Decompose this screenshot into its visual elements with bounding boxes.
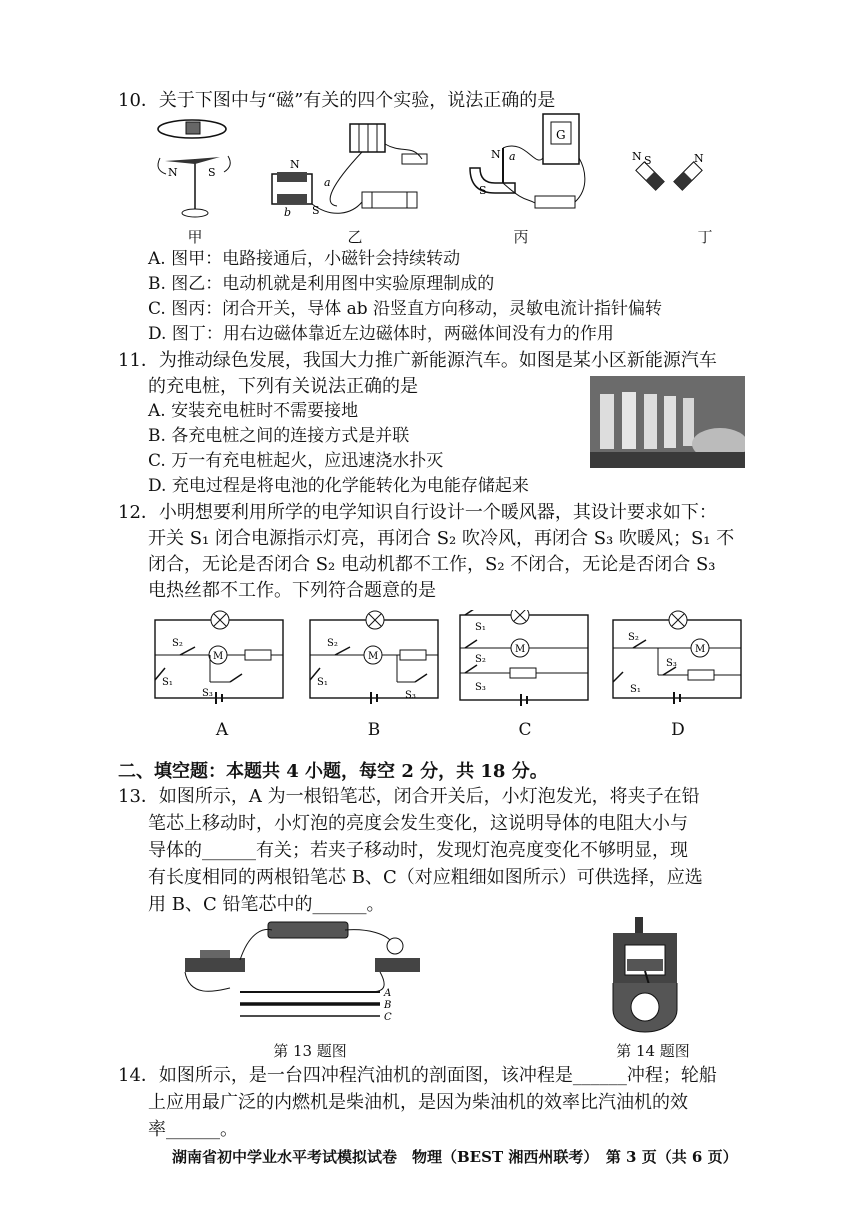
question-12-stem-line1: 12．小明想要利用所学的电学知识自行设计一个暖风器，其设计要求如下： <box>118 502 717 523</box>
circuit-label-b: B <box>367 720 381 740</box>
question-12-stem-line4: 电热丝都不工作。下列符合题意的是 <box>148 580 436 601</box>
figure-ding <box>630 148 710 198</box>
label-bing: 丙 <box>513 228 529 246</box>
q11-option-b: B. 各充电桩之间的连接方式是并联 <box>148 426 410 446</box>
s3-label-d: S₃ <box>666 658 677 669</box>
question-13-line5: 用 B、C 铅笔芯中的______。 <box>148 894 385 915</box>
question-14-line3: 率______。 <box>148 1119 238 1140</box>
q10-option-a: A. 图甲：电路接通后，小磁针会持续转动 <box>148 249 461 269</box>
south-label: S <box>208 166 216 179</box>
question-13-line3: 导体的______有关；若夹子移动时，发现灯泡亮度变化不够明显，现 <box>148 840 688 861</box>
figure-13 <box>180 920 420 1035</box>
b-label-yi: b <box>284 206 292 219</box>
motor-label-d: M <box>695 644 706 655</box>
label-jia: 甲 <box>187 228 203 246</box>
question-12-stem-line2: 开关 S₁ 闭合电源指示灯亮，再闭合 S₂ 吹冷风，再闭合 S₃ 吹暖风；S₁ 不 <box>148 528 735 549</box>
north-label: N <box>168 166 178 179</box>
question-13-line4: 有长度相同的两根铅笔芯 B、C（对应粗细如图所示）可供选择，应选 <box>148 867 703 888</box>
motor-label-c: M <box>515 644 526 655</box>
question-11-stem-line1: 11．为推动绿色发展，我国大力推广新能源汽车。如图是某小区新能源汽车 <box>118 350 717 371</box>
s1-label-a: S₁ <box>162 677 173 688</box>
question-10-stem: 10．关于下图中与“磁”有关的四个实验，说法正确的是 <box>118 90 556 111</box>
figure-jia <box>150 114 240 224</box>
circuit-b <box>305 610 445 710</box>
north-label-ding-right: N <box>694 152 704 165</box>
question-12-stem-line3: 闭合，无论是否闭合 S₂ 电动机都不工作，S₂ 不闭合，无论是否闭合 S₃ <box>148 554 716 575</box>
q11-option-a: A. 安装充电桩时不需要接地 <box>148 401 359 421</box>
question-14-line1: 14．如图所示，是一台四冲程汽油机的剖面图，该冲程是______冲程；轮船 <box>118 1065 717 1086</box>
s1-label-b: S₁ <box>317 677 328 688</box>
label-yi: 乙 <box>347 228 363 246</box>
question-14-line2: 上应用最广泛的内燃机是柴油机，是因为柴油机的效率比汽油机的效 <box>148 1092 688 1113</box>
s2-label-c: S₂ <box>475 654 486 665</box>
s3-label-a: S₃ <box>202 688 213 699</box>
s3-label-b: S₃ <box>405 690 416 701</box>
section-2-heading: 二、填空题：本题共 4 小题，每空 2 分，共 18 分。 <box>118 761 548 782</box>
s2-label-a: S₂ <box>172 638 183 649</box>
q10-option-d: D. 图丁：用右边磁体靠近左边磁体时，两磁体间没有力的作用 <box>148 324 614 344</box>
circuit-c <box>455 610 595 710</box>
north-label-yi: N <box>290 158 300 171</box>
rod-label-b: B <box>384 1000 392 1011</box>
s3-label-c: S₃ <box>475 682 486 693</box>
south-label-yi: S <box>312 204 320 217</box>
a-label-yi: a <box>324 176 331 189</box>
rod-label-a: A <box>384 988 392 999</box>
charging-station-photo <box>590 376 745 468</box>
q11-option-c: C. 万一有充电桩起火，应迅速浇水扑灭 <box>148 451 444 471</box>
question-11-stem-line2: 的充电桩，下列有关说法正确的是 <box>148 376 418 397</box>
s1-label-c: S₁ <box>475 622 486 633</box>
figure-13-caption: 第 13 题图 <box>273 1042 347 1060</box>
rod-label-c: C <box>384 1012 392 1023</box>
a-label-bing: a <box>509 150 516 163</box>
q10-option-c: C. 图丙：闭合开关，导体 ab 沿竖直方向移动，灵敏电流计指针偏转 <box>148 299 663 319</box>
south-label-ding: S <box>644 154 652 167</box>
motor-label-b: M <box>368 651 379 662</box>
question-13-line2: 笔芯上移动时，小灯泡的亮度会发生变化，这说明导体的电阻大小与 <box>148 813 688 834</box>
north-label-bing: N <box>491 148 501 161</box>
figure-14-caption: 第 14 题图 <box>616 1042 690 1060</box>
circuit-a <box>150 610 290 710</box>
q11-option-d: D. 充电过程是将电池的化学能转化为电能存储起来 <box>148 476 529 496</box>
page-footer: 湖南省初中学业水平考试模拟试卷 物理（BEST 湘西州联考） 第 3 页（共 6 页） <box>172 1148 738 1166</box>
s1-label-d: S₁ <box>630 684 641 695</box>
q10-option-b: B. 图乙：电动机就是利用图中实验原理制成的 <box>148 274 495 294</box>
galvanometer-label: G <box>556 128 566 142</box>
figure-yi <box>262 114 437 224</box>
circuit-label-d: D <box>671 720 685 740</box>
label-ding: 丁 <box>697 228 713 246</box>
south-label-bing: S <box>479 184 487 197</box>
figure-14-engine <box>605 915 685 1035</box>
s2-label-d: S₂ <box>628 632 639 643</box>
circuit-label-a: A <box>215 720 229 740</box>
motor-label-a: M <box>213 651 224 662</box>
s2-label-b: S₂ <box>327 638 338 649</box>
circuit-label-c: C <box>518 720 532 740</box>
north-label-ding-left: N <box>632 150 642 163</box>
figure-bing <box>465 108 595 223</box>
question-13-line1: 13．如图所示，A 为一根铅笔芯，闭合开关后，小灯泡发光，将夹子在铅 <box>118 786 700 807</box>
circuit-d <box>608 610 748 710</box>
